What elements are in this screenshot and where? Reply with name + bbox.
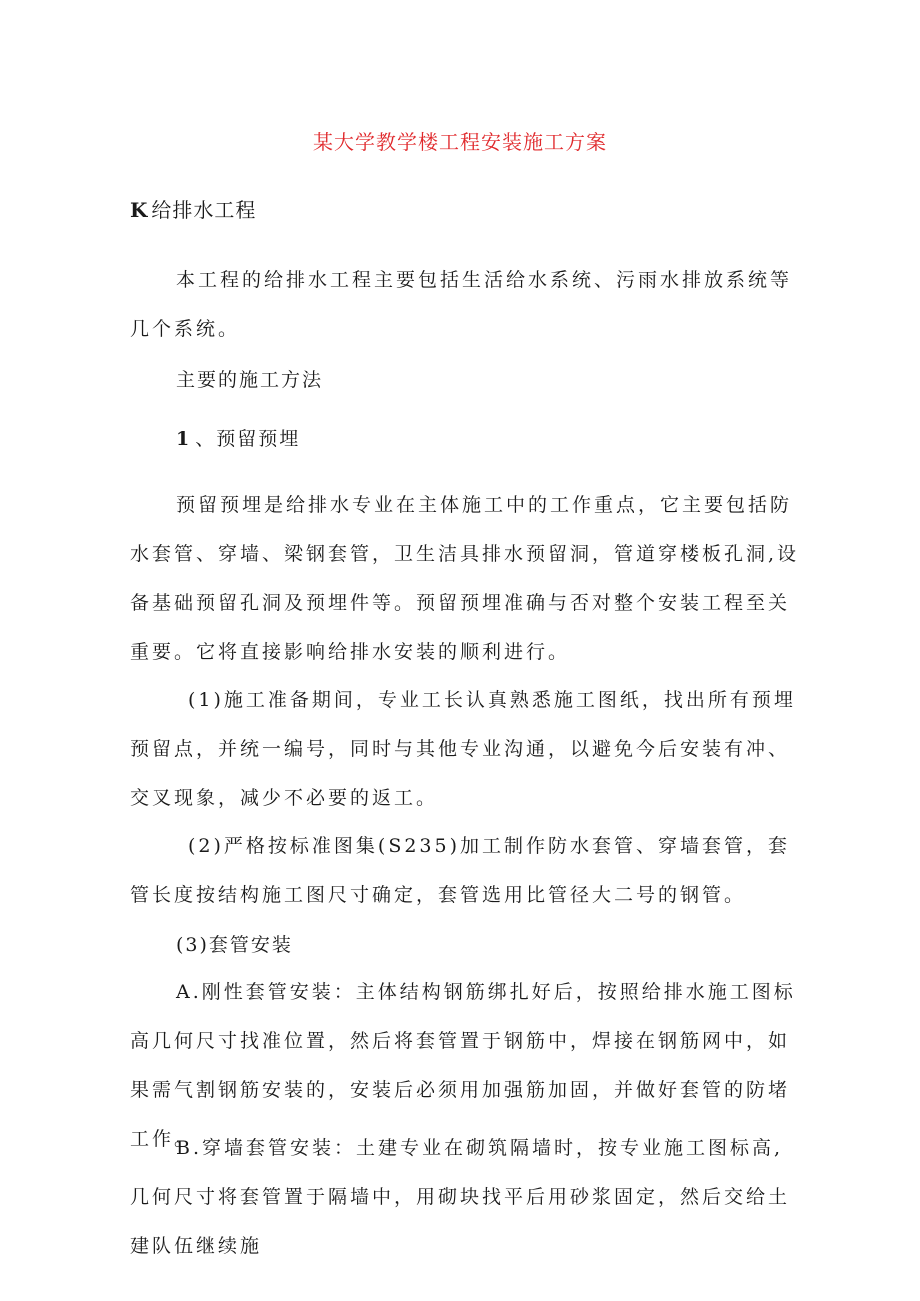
document-title: 某大学教学楼工程安装施工方案: [313, 130, 607, 154]
paragraph-rigid-sleeve: A.刚性套管安装：主体结构钢筋绑扎好后，按照给排水施工图标高几何尺寸找准位置，然后将套管置于钢筋中，焊接在钢筋网中，如果需气割钢筋安装的，安装后必须用加强筋加固，并做好套管的防堵工作。: [130, 981, 796, 1150]
paragraph-prefabrication: 预留预埋是给排水专业在主体施工中的工作重点，它主要包括防水套管、穿墙、梁钢套管，卫生洁具排水预留洞，管道穿楼板孔洞,设备基础预留孔洞及预埋件等。预留预埋准确与否对整个安装工程至关重要。它将直接影响给排水安装的顺利进行。: [130, 494, 800, 663]
subheading-number: 1: [176, 428, 192, 450]
paragraph-main-methods: 主要的施工方法: [176, 369, 324, 391]
section-heading-text: 给排水工程: [151, 198, 257, 222]
paragraph-wall-sleeve: B.穿墙套管安装：土建专业在砌筑隔墙时，按专业施工图标高,几何尺寸将套管置于隔墙中，用砌块找平后用砂浆固定，然后交给土建队伍继续施: [130, 1137, 791, 1257]
paragraph-item-2: (2)严格按标准图集(S235)加工制作防水套管、穿墙套管，套管长度按结构施工图尺寸确定，套管选用比管径大二号的钢管。: [130, 835, 791, 906]
paragraph-item-1: (1)施工准备期间，专业工长认真熟悉施工图纸，找出所有预埋预留点，并统一编号，同时与其他专业沟通，以避免今后安装有冲、交叉现象，减少不必要的返工。: [130, 689, 796, 809]
paragraph-item-3: (3)套管安装: [176, 934, 293, 956]
section-heading: [130, 194, 256, 223]
paragraph-intro: 本工程的给排水工程主要包括生活给水系统、污雨水排放系统等几个系统。: [130, 269, 793, 340]
subheading-text: 、预留预埋: [195, 428, 301, 450]
subheading-prefabrication: [176, 424, 300, 451]
section-heading-marker: K: [130, 198, 149, 222]
